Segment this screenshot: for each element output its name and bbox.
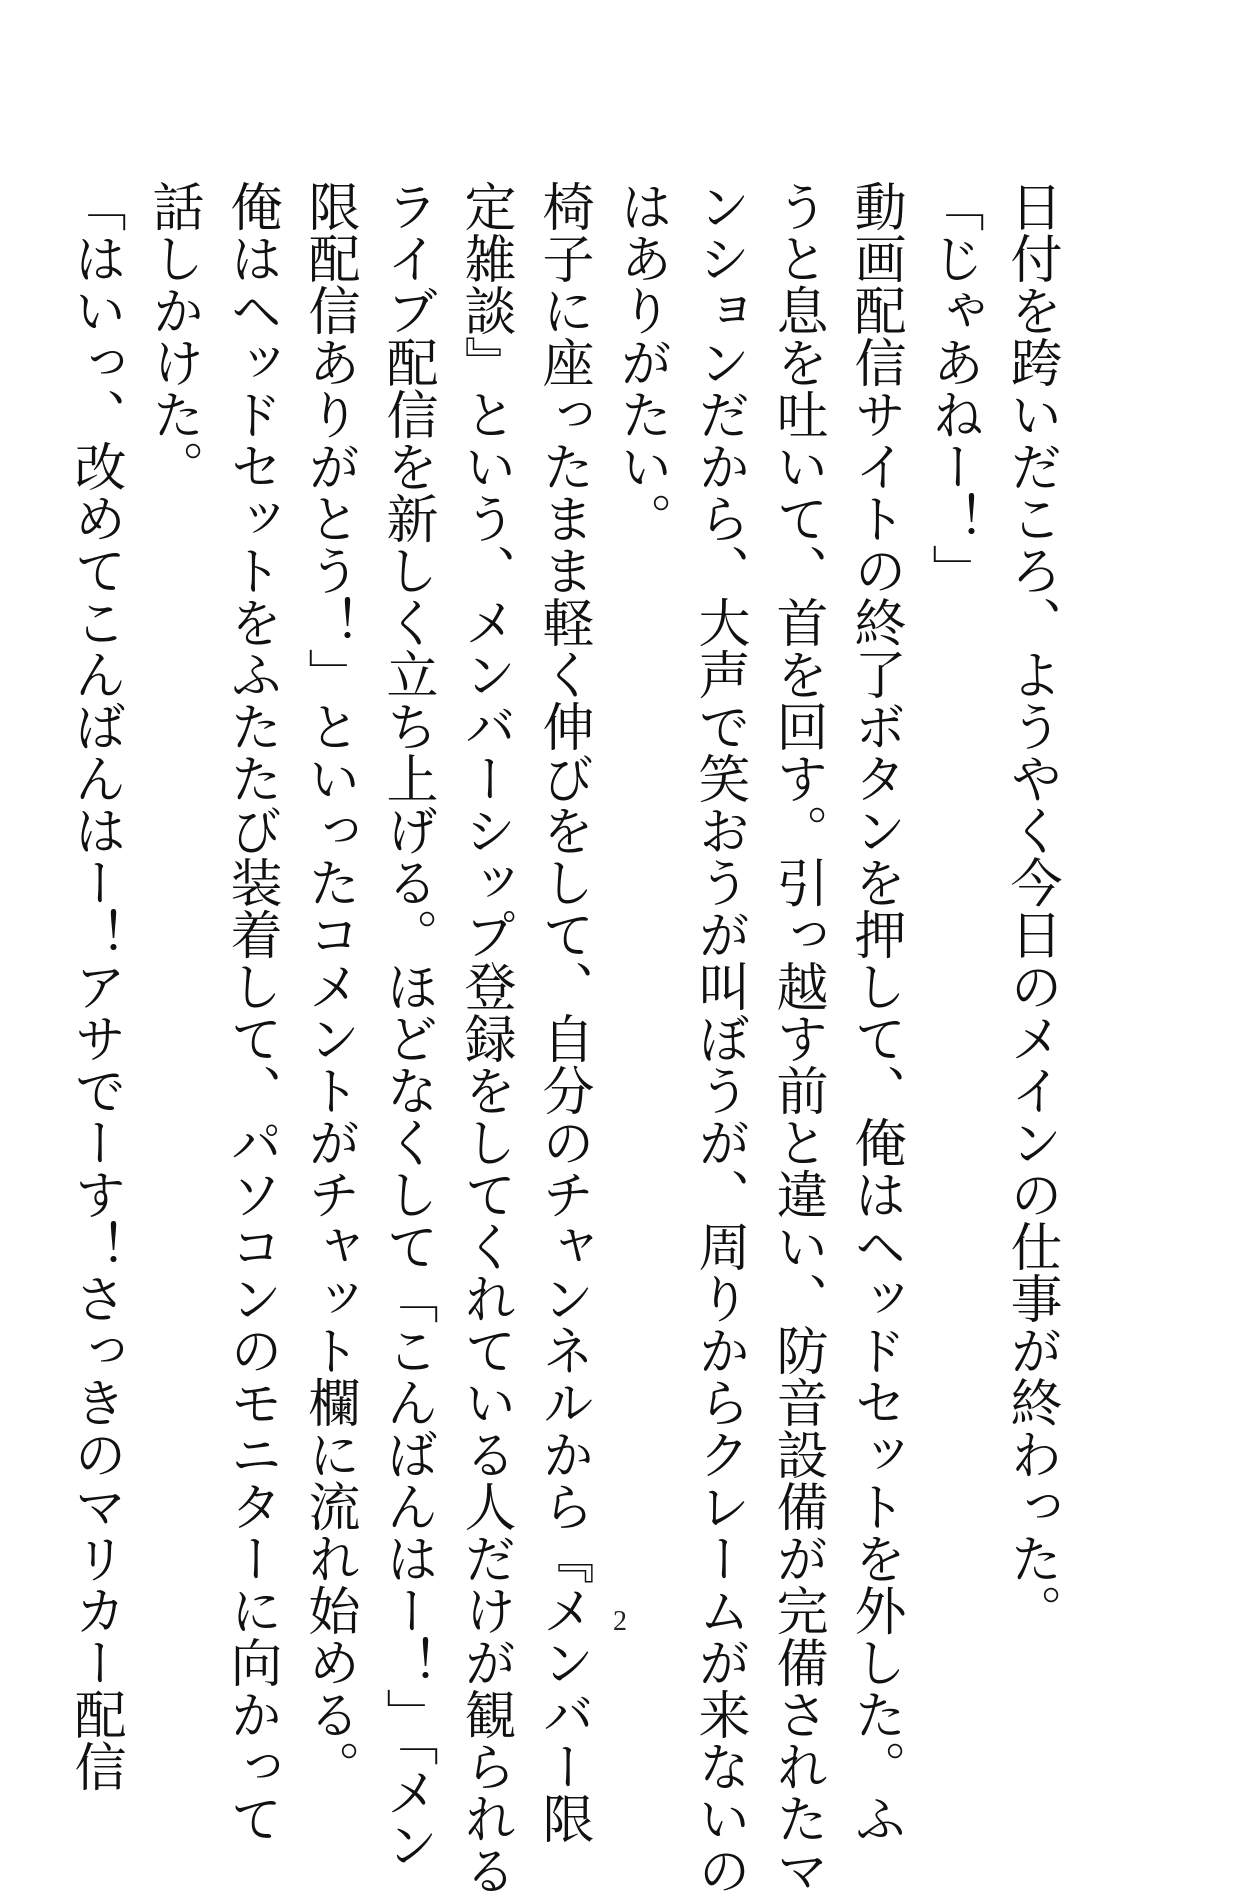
text-line: 椅子に座ったまま軽く伸びをして、自分のチャンネルから『メンバー限 (533, 180, 593, 1844)
text-line: 限配信ありがとう！」といったコメントがチャット欄に流れ始める。 (299, 180, 359, 1792)
text-line: 俺はヘッドセットをふたたび装着して、パソコンのモニターに向かって (221, 180, 281, 1844)
text-line: 定雑談』という、メンバーシップ登録をしてくれている人だけが観られる (455, 180, 515, 1896)
text-line: ンションだから、大声で笑おうが叫ぼうが、周りからクレームが来ないの (689, 180, 749, 1896)
text-line: 日付を跨いだころ、ようやく今日のメインの仕事が終わった。 (1001, 180, 1061, 1636)
text-line: 動画配信サイトの終了ボタンを押して、俺はヘッドセットを外した。ふ (845, 180, 905, 1844)
vertical-text-body (65, 180, 1070, 1896)
page-number: 2 (613, 1606, 627, 1637)
text-line: 「はいっ、改めてこんばんはー！アサでーす！さっきのマリカー配信 (65, 180, 125, 1792)
text-line: ライブ配信を新しく立ち上げる。ほどなくして「こんばんはー！」「メン (377, 180, 437, 1870)
text-line: うと息を吐いて、首を回す。引っ越す前と違い、防音設備が完備されたマ (767, 180, 827, 1896)
text-line: 「じゃあねー！」 (923, 180, 983, 596)
text-line: はありがたい。 (611, 180, 671, 544)
text-line: 話しかけた。 (143, 180, 203, 492)
